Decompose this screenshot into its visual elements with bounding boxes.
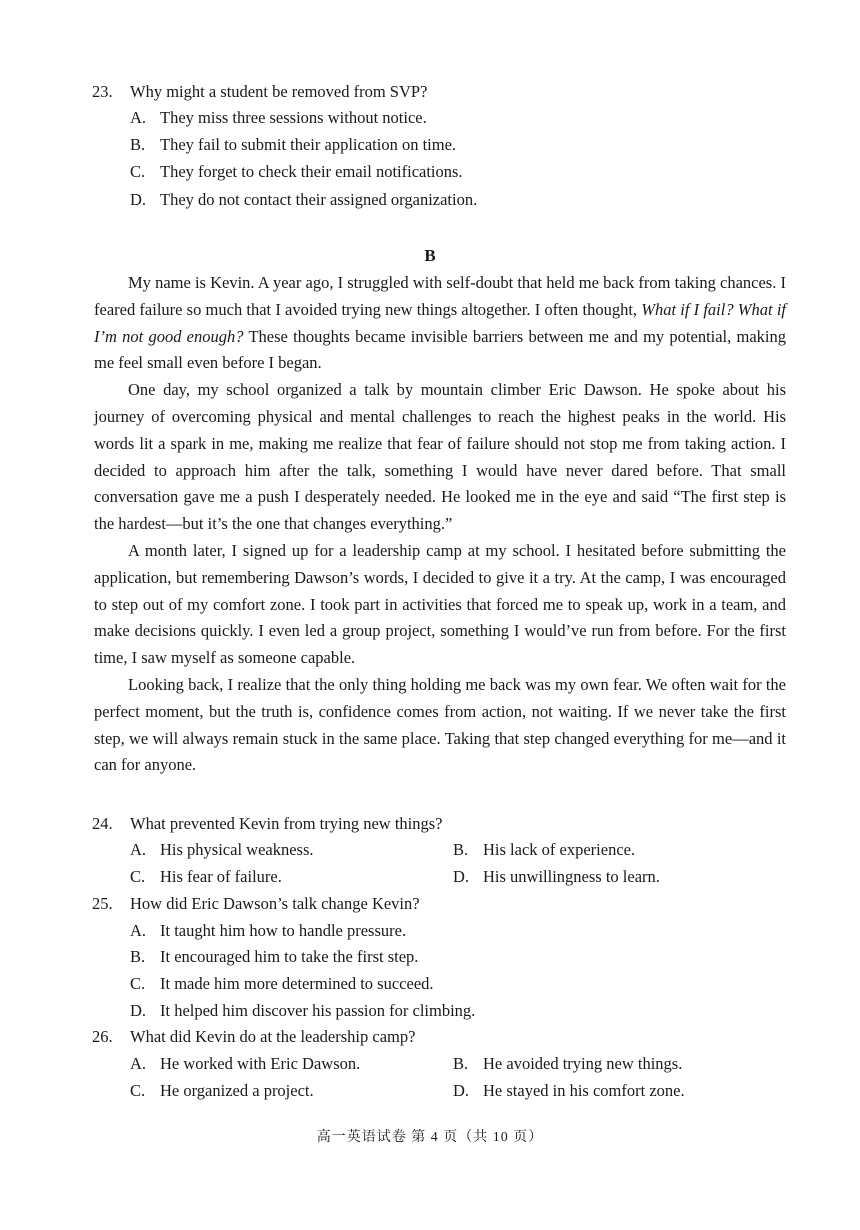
option-24-b: B. His lack of experience. [453, 840, 636, 859]
question-26-stem [92, 1027, 415, 1047]
question-25-stem [92, 894, 420, 914]
question-text: What prevented Kevin from trying new things? [130, 814, 443, 833]
passage-paragraph-3: A month later, I signed up for a leadership camp at my school. I hesitated before submitting the application, but remembering Dawson’s words, I decided to give it a try. At the camp, I was encouraged to step out of my comfort zone. I took part in activities that forced me to speak up, work in a team, and make decisions quickly. I even led a group project, something I would’ve run from before. For the first time, I saw myself as someone capable. [94, 540, 786, 668]
question-text: What did Kevin do at the leadership camp? [130, 1027, 416, 1046]
question-23-stem [92, 82, 427, 102]
option-26-d: D. He stayed in his comfort zone. [453, 1081, 685, 1100]
question-number: 25. [92, 894, 113, 913]
question-number: 23. [92, 82, 113, 101]
option-24-a: A. His physical weakness. [130, 840, 314, 859]
italic-thought: What if I fail? What if I’m not good enough? [94, 299, 786, 346]
question-text: Why might a student be removed from SVP? [130, 82, 428, 101]
option-23-c: C. They forget to check their email notifications. [130, 162, 463, 181]
option-25-b: B. It encouraged him to take the first step. [130, 947, 419, 966]
reading-passage [94, 270, 786, 779]
question-text: How did Eric Dawson’s talk change Kevin? [130, 894, 420, 913]
page-footer: 高一英语试卷 第 4 页（共 10 页） [316, 1130, 544, 1145]
question-24-stem [92, 814, 443, 834]
option-24-c: C. His fear of failure. [130, 867, 282, 886]
option-25-a: A. It taught him how to handle pressure. [130, 921, 407, 940]
option-26-c: C. He organized a project. [130, 1081, 314, 1100]
option-24-d: D. His unwillingness to learn. [453, 867, 660, 886]
passage-paragraph-1: My name is Kevin. A year ago, I struggled with self-doubt that held me back from taking chances. I feared failure so much that I avoided trying new things altogether. I often thought, What if I fail? What if I’m not good enough? These thoughts became invisible barriers between me and my potential, making me feel small even before I began. [94, 273, 786, 373]
passage-paragraph-4: Looking back, I realize that the only thing holding me back was my own fear. We often wait for the perfect moment, but the truth is, confidence comes from action, not waiting. If we never take the first step, we will always remain stuck in the same place. Taking that step changed everything for me—and it can for anyone. [94, 674, 786, 775]
passage-paragraph-2: One day, my school organized a talk by mountain climber Eric Dawson. He spoke about his journey of overcoming physical and mental challenges to reach the highest peaks in the world. His words lit a spark in me, making me realize that fear of failure should not stop me from taking action. I decided to approach him after the talk, something I would have never dared before. That small conversation gave me a push I desperately needed. He looked me in the eye and said “The first step is the hardest—but it’s the one that changes everything.” [94, 380, 786, 534]
question-number: 26. [92, 1027, 113, 1046]
section-title: B [424, 246, 436, 265]
question-number: 24. [92, 814, 113, 833]
option-25-c: C. It made him more determined to succeed. [130, 974, 434, 993]
option-25-d: D. It helped him discover his passion for climbing. [130, 1001, 476, 1020]
option-26-b: B. He avoided trying new things. [453, 1054, 683, 1073]
option-23-b: B. They fail to submit their application on time. [130, 135, 457, 154]
option-23-d: D. They do not contact their assigned organization. [130, 190, 478, 209]
option-23-a: A. They miss three sessions without notice. [130, 108, 427, 127]
option-26-a: A. He worked with Eric Dawson. [130, 1054, 361, 1073]
